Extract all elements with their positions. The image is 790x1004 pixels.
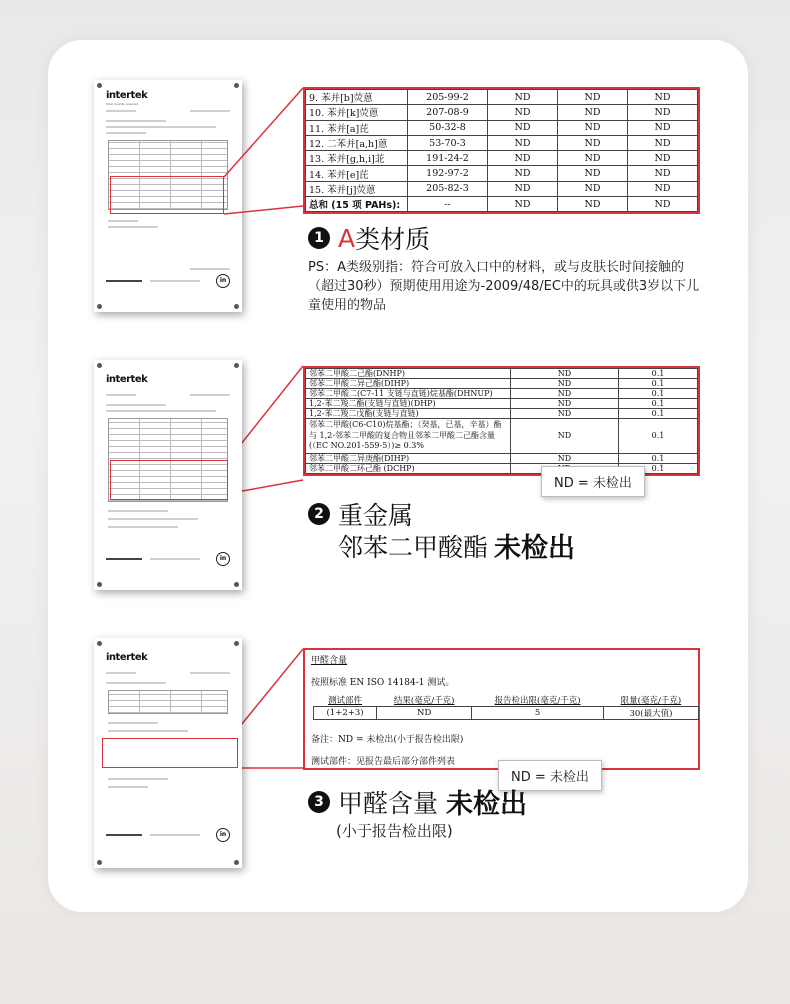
- section1-title: 类材质: [355, 225, 431, 254]
- test-report-thumbnail-3: [94, 638, 242, 868]
- section1-heading: [308, 220, 430, 256]
- table-cell-v3: ND: [628, 181, 698, 196]
- table-cell-v3: ND: [628, 120, 698, 135]
- table-cell-cas: 205-82-3: [408, 181, 488, 196]
- table-row: [306, 409, 698, 419]
- table-cell-name: 邻苯二甲酸二异庚酯(DIHP): [306, 453, 511, 463]
- table-row: [306, 379, 698, 389]
- section-number-badge: 1: [308, 227, 330, 249]
- table-cell-v2: 0.1: [619, 409, 698, 419]
- table-cell-name: 12. 二苯并[a,h]蒽: [306, 135, 408, 150]
- table-row: [306, 197, 698, 212]
- table-cell-v2: 0.1: [619, 453, 698, 463]
- table-cell-v2: 0.1: [619, 379, 698, 389]
- table-cell-v2: 0.1: [619, 463, 698, 473]
- table-cell-v1: ND: [511, 389, 619, 399]
- table-cell-v2: ND: [558, 90, 628, 105]
- header-test-part: 测试部件: [314, 694, 377, 707]
- formaldehyde-results-box: [303, 648, 700, 770]
- table-cell-cas: 207-08-9: [408, 105, 488, 120]
- table-cell-v3: ND: [628, 197, 698, 212]
- table-cell-name: 9. 苯并[b]荧蒽: [306, 90, 408, 105]
- table-cell-v2: ND: [558, 105, 628, 120]
- section2-title: 重金属: [338, 501, 414, 530]
- table-cell-v1: ND: [511, 399, 619, 409]
- table-row: [306, 166, 698, 181]
- test-report-thumbnail-2: [94, 360, 242, 590]
- table-row: [306, 120, 698, 135]
- table-cell-v1: ND: [511, 369, 619, 379]
- cell-limit: 30(最大值): [603, 707, 698, 720]
- table-cell-v2: 0.1: [619, 369, 698, 379]
- table-cell-v3: ND: [628, 151, 698, 166]
- section3-subtitle: (小于报告检出限): [336, 822, 453, 840]
- section2-subtitle-bold: 未检出: [494, 533, 576, 564]
- table-cell-v3: ND: [628, 166, 698, 181]
- table-cell-cas: 205-99-2: [408, 90, 488, 105]
- cell-result: ND: [377, 707, 472, 720]
- section-number-badge: 2: [308, 503, 330, 525]
- table-cell-v2: 0.1: [619, 419, 698, 454]
- table-cell-name: 总和 (15 项 PAHs):: [306, 197, 408, 212]
- certification-seal-icon: in: [216, 828, 230, 842]
- table-row: [306, 453, 698, 463]
- certification-seal-icon: in: [216, 552, 230, 566]
- table-row: [306, 389, 698, 399]
- table-row: [306, 135, 698, 150]
- table-cell-name: 14. 苯并[e]芘: [306, 166, 408, 181]
- table-cell-v2: ND: [558, 166, 628, 181]
- header-result: 结果(毫克/千克): [377, 694, 472, 707]
- test-report-thumbnail-1: [94, 80, 242, 312]
- formaldehyde-box-title: 甲醛含量: [311, 656, 348, 666]
- table-row: [306, 105, 698, 120]
- section3-title-bold: 未检出: [446, 789, 528, 820]
- table-cell-v2: ND: [558, 120, 628, 135]
- table-cell-v1: ND: [511, 453, 619, 463]
- section-number-badge: 3: [308, 791, 330, 813]
- table-cell-cas: 50-32-8: [408, 120, 488, 135]
- certification-seal-icon: in: [216, 274, 230, 288]
- table-cell-v1: ND: [511, 419, 619, 454]
- section3-title: 甲醛含量: [338, 788, 439, 818]
- table-cell-v1: ND: [511, 379, 619, 389]
- nd-definition-badge: ND = 未检出: [541, 466, 645, 497]
- table-row: [306, 399, 698, 409]
- cell-test-part: (1+2+3): [314, 707, 377, 720]
- intertek-logo-sub: Total Quality. Assured.: [106, 102, 140, 106]
- table-row: [306, 369, 698, 379]
- section3-heading: [308, 782, 527, 821]
- table-cell-v1: ND: [488, 105, 558, 120]
- table-cell-name: 15. 苯并[j]荧蒽: [306, 181, 408, 196]
- test-part-note: 测试部件：见报告最后部分部件列表: [311, 757, 456, 767]
- table-cell-v3: ND: [628, 90, 698, 105]
- table-cell-name: 10. 苯并[k]荧蒽: [306, 105, 408, 120]
- table-cell-name: 1,2-苯二羧二酯(支链与直链)(DHP): [306, 399, 511, 409]
- table-cell-name: 1,2-苯二羧二戊酯(支链与直链): [306, 409, 511, 419]
- table-cell-v3: ND: [628, 135, 698, 150]
- table-cell-v1: ND: [488, 166, 558, 181]
- table-cell-v1: ND: [488, 197, 558, 212]
- table-row: [306, 90, 698, 105]
- section1-note: PS：A类级别指：符合可放入口中的材料，或与皮肤长时间接触的（超过30秒）预期使用用途为-2009/48/EC中的玩具或供3岁以下儿童使用的物品: [308, 260, 700, 313]
- test-method: 按照标准 EN ISO 14184-1 测试。: [311, 678, 455, 688]
- table-cell-v1: ND: [511, 409, 619, 419]
- remark-note: 备注：ND = 未检出(小于报告检出限): [311, 735, 464, 745]
- table-cell-v2: ND: [558, 197, 628, 212]
- intertek-logo: intertek: [106, 90, 148, 101]
- table-cell-name: 邻苯二甲酸二异己酯(DIHP): [306, 379, 511, 389]
- table-cell-name: 邻苯二甲酸二己酯(DNHP): [306, 369, 511, 379]
- section2-subheading: [338, 526, 575, 565]
- header-limit: 限量(毫克/千克): [603, 694, 698, 707]
- table-cell-name: 11. 苯并[a]芘: [306, 120, 408, 135]
- table-cell-name: 邻苯二甲酸(C6-C10)烷基酯；（癸基，已基，辛基）酯与 1,2-邻苯二甲酸的复合物且邻苯二甲酸二己酯含量(（EC NO.201-559-5）)≥ 0.3%: [306, 419, 511, 454]
- header-detection-limit: 报告检出限(毫克/千克): [472, 694, 604, 707]
- table-cell-name: 13. 苯并[g,h,i]苝: [306, 151, 408, 166]
- table-cell-cas: 192-97-2: [408, 166, 488, 181]
- pah-results-table: [303, 87, 700, 214]
- table-cell-name: 邻苯二甲酸二环己酯 (DCHP): [306, 463, 511, 473]
- section1-title-letter: A: [338, 223, 356, 253]
- table-cell-v3: ND: [628, 105, 698, 120]
- nd-definition-badge: ND = 未检出: [498, 760, 602, 791]
- table-cell-v1: ND: [488, 151, 558, 166]
- table-cell-v1: ND: [488, 90, 558, 105]
- section2-subtitle: 邻苯二甲酸酯: [338, 532, 489, 562]
- table-row: [306, 419, 698, 454]
- table-cell-cas: 191-24-2: [408, 151, 488, 166]
- table-cell-v2: ND: [558, 181, 628, 196]
- table-cell-v1: ND: [488, 135, 558, 150]
- table-cell-v2: 0.1: [619, 399, 698, 409]
- intertek-logo: intertek: [106, 374, 148, 385]
- table-cell-v2: 0.1: [619, 389, 698, 399]
- table-cell-v1: ND: [488, 181, 558, 196]
- table-row: [306, 181, 698, 196]
- table-cell-v1: ND: [488, 120, 558, 135]
- table-cell-cas: --: [408, 197, 488, 212]
- table-cell-name: 邻苯二甲酸二(C7-11 支链与直链)烷基酯(DHNUP): [306, 389, 511, 399]
- table-cell-v2: ND: [558, 151, 628, 166]
- intertek-logo: intertek: [106, 652, 148, 663]
- cell-detection-limit: 5: [472, 707, 604, 720]
- table-row: [306, 151, 698, 166]
- phthalate-results-table: [303, 366, 700, 476]
- table-cell-v2: ND: [558, 135, 628, 150]
- table-cell-cas: 53-70-3: [408, 135, 488, 150]
